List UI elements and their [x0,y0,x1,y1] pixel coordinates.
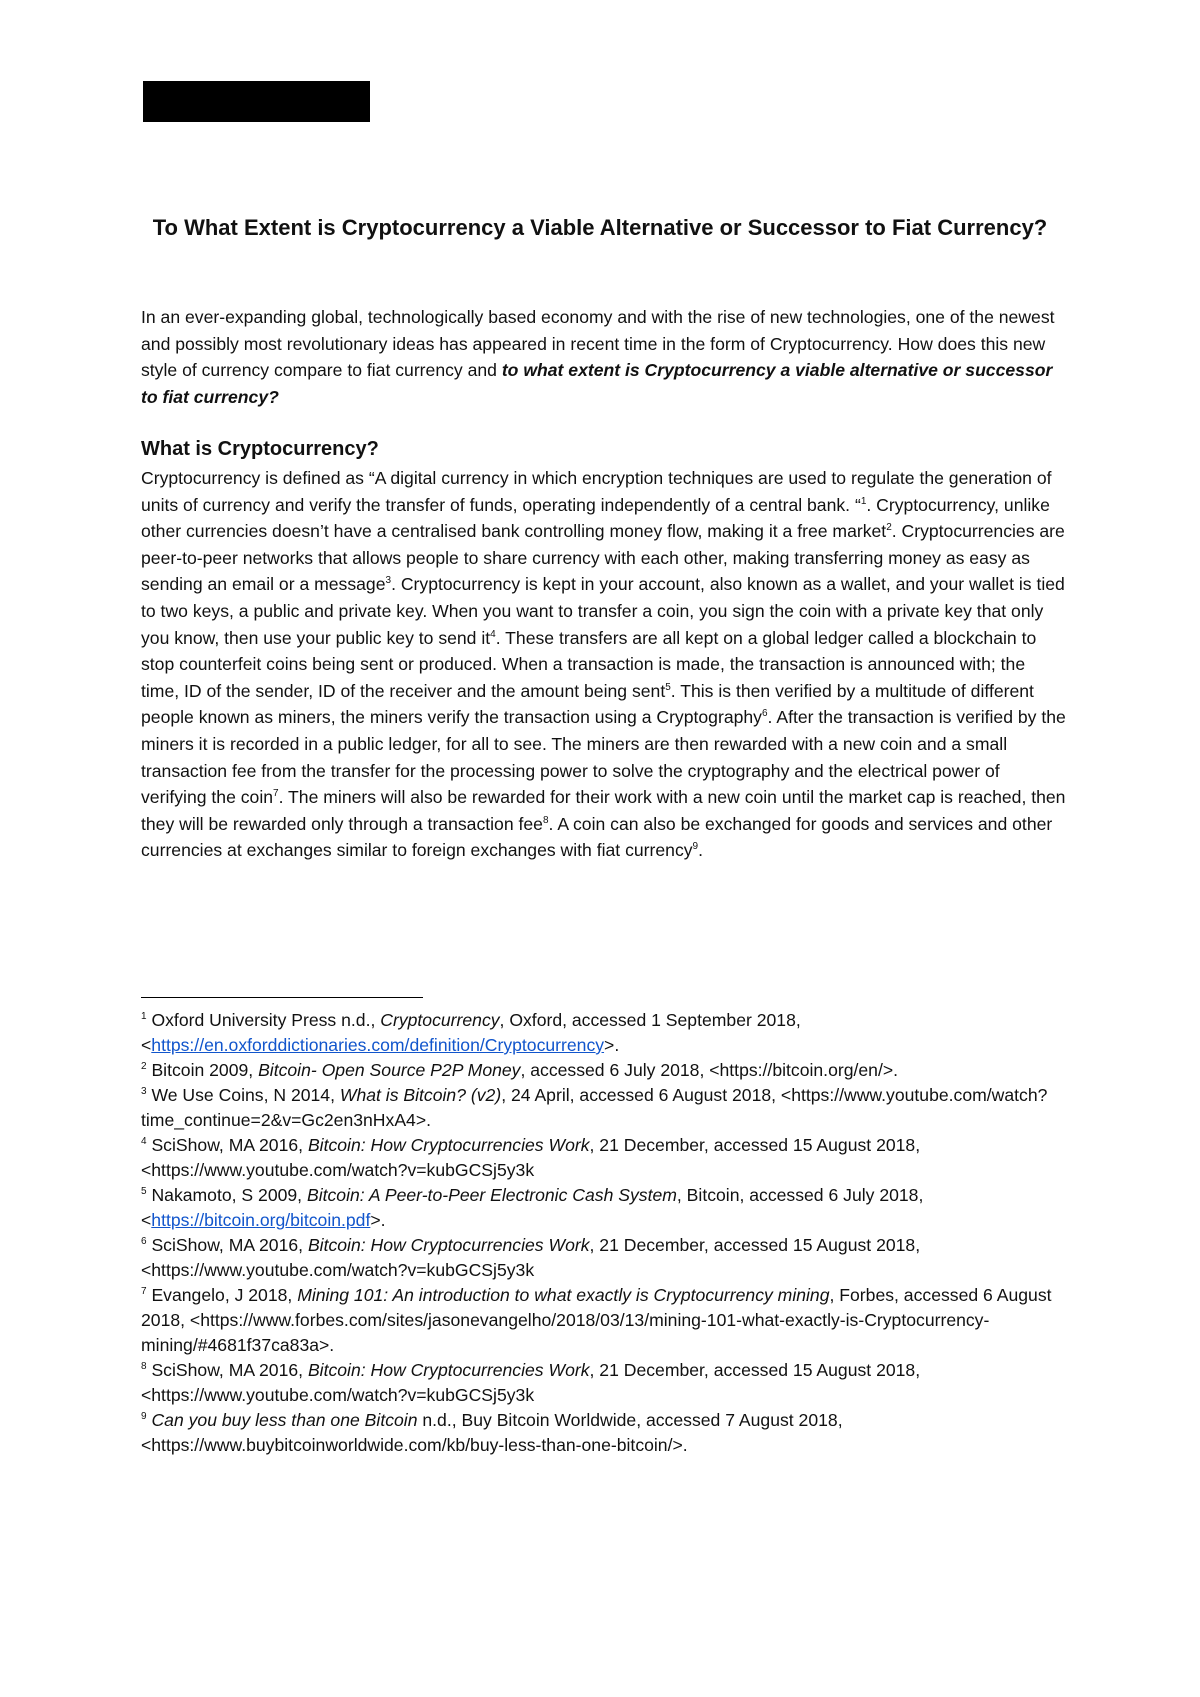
footnote-item [141,1233,1071,1283]
research-question: to what extent is Cryptocurrency a viable alternative or successor to fiat currency? [141,360,1053,407]
footnote-author: SciShow, MA 2016, [146,1235,308,1255]
footnote-number: 4 [141,1136,147,1148]
footnote-author: SciShow, MA 2016, [146,1360,308,1380]
footnote-ref: 5 [665,681,671,693]
footnote-author: Evangelo, J 2018, [146,1285,298,1305]
footnote-ref: 4 [490,628,496,640]
footnote-source-title: What is Bitcoin? (v2) [339,1085,502,1105]
footnote-details: , 21 December, accessed 15 August 2018, <https://www.youtube.com/watch?v=kubGCSj5y3k [141,1360,921,1405]
footnote-source-title: Mining 101: An introduction to what exactly is Cryptocurrency mining [297,1285,830,1305]
footnote-ref: 8 [542,814,549,826]
document-title: To What Extent is Cryptocurrency a Viable Alternative or Successor to Fiat Currency? [152,215,1048,240]
body-text: . These transfers are all kept on a global ledger called a blockchain to stop counterfeit coins being sent or produced. When a transaction is made, the transaction is announced with; the time, ID of the sender, ID of the receiver and the amount being sent [141,627,1037,701]
footnote-item [141,1133,1071,1183]
intro-paragraph [141,304,1066,410]
body-text: . Cryptocurrencies are peer-to-peer networks that allows people to share currency with each other, making transferring money as easy as sending an email or a message [141,521,1065,595]
footnote-item [141,1183,1071,1233]
footnote-ref: 2 [886,522,892,534]
body-paragraph [141,465,1066,864]
body-text: . This is then verified by a multitude of different people known as miners, the miners verify the transaction using a Cryptography [141,680,1034,728]
footnote-ref: 3 [385,575,392,587]
footnote-link[interactable]: https://en.oxforddictionaries.com/definition/Cryptocurrency [151,1035,605,1055]
footnote-tail: >. [370,1210,386,1230]
redacted-name-block [143,81,370,122]
body-text: . Cryptocurrency is kept in your account, also known as a wallet, and your wallet is tied to two keys, a public and private key. When you want to transfer a coin, you sign the coin with a private key that only you know, then use your public key to send it [141,574,1065,648]
footnote-author: We Use Coins, N 2014, [146,1085,340,1105]
footnote-ref: 1 [860,495,867,507]
footnote-source-title: Bitcoin: How Cryptocurrencies Work [307,1135,590,1155]
footnote-item [141,1408,1071,1458]
footnote-details: , 21 December, accessed 15 August 2018, <https://www.youtube.com/watch?v=kubGCSj5y3k [141,1235,921,1280]
body-text: . Cryptocurrency, unlike other currencies doesn’t have a centralised bank controlling money flow, making it a free market [141,494,1050,542]
footnote-item [141,1008,1071,1058]
footnote-source-title: Bitcoin: How Cryptocurrencies Work [307,1360,590,1380]
footnote-item [141,1083,1071,1133]
footnote-number: 9 [141,1411,147,1423]
section-heading: What is Cryptocurrency? [141,438,379,460]
body-text: Cryptocurrency is defined as “A digital currency in which encryption techniques are used to regulate the generation of units of currency and verify the transfer of funds, operating independently of a central bank. “ [141,468,1052,515]
body-text: . After the transaction is verified by the miners it is recorded in a public ledger, for all to see. The miners are then rewarded with a new coin and a small transaction fee from the transfer for the processing power to solve the cryptography and the electrical power of verifying the coin [141,707,1066,808]
footnote-source-title: Bitcoin: A Peer-to-Peer Electronic Cash System [306,1185,677,1205]
footnote-source-title: Bitcoin: How Cryptocurrencies Work [307,1235,590,1255]
footnote-number: 5 [141,1186,147,1198]
footnote-author: Nakamoto, S 2009, [146,1185,307,1205]
footnote-number: 7 [141,1286,147,1298]
footnote-author: SciShow, MA 2016, [146,1135,308,1155]
body-text: . [698,840,703,861]
footnote-tail: >. [604,1035,620,1055]
footnote-details: , accessed 6 July 2018, <https://bitcoin.org/en/>. [520,1060,899,1080]
footnote-details: , Oxford, accessed 1 September 2018, < [141,1010,801,1055]
footnote-details: , 21 December, accessed 15 August 2018, <https://www.youtube.com/watch?v=kubGCSj5y3k [141,1135,921,1180]
footnote-number: 3 [141,1086,147,1098]
body-text: . A coin can also be exchanged for goods and services and other currencies at exchanges similar to foreign exchanges with fiat currency [141,813,1053,861]
footnote-source-title: Cryptocurrency [380,1010,500,1030]
footnote-ref: 7 [273,788,279,800]
body-text: . The miners will also be rewarded for their work with a new coin until the market cap is reached, then they will be rewarded only through a transaction fee [141,787,1066,834]
footnote-details: , Bitcoin, accessed 6 July 2018, < [141,1185,924,1230]
footnote-item [141,1058,1071,1083]
footnote-source-title: Can you buy less than one Bitcoin [151,1410,418,1430]
footnote-author: Oxford University Press n.d., [146,1010,381,1030]
footnote-details: n.d., Buy Bitcoin Worldwide, accessed 7 August 2018, <https://www.buybitcoinworldwide.com/kb/buy-less-than-one-bitcoin/>. [141,1410,843,1455]
footnote-item [141,1358,1071,1408]
footnote-details: , 24 April, accessed 6 August 2018, <https://www.youtube.com/watch?time_continue=2&v=Gc2en3nHxA4>. [141,1085,1048,1130]
footnote-link[interactable]: https://bitcoin.org/bitcoin.pdf [151,1210,371,1230]
footnote-author: Bitcoin 2009, [146,1060,259,1080]
footnote-number: 2 [141,1061,147,1073]
footnote-details: , Forbes, accessed 6 August 2018, <https://www.forbes.com/sites/jasonevangelho/2018/03/13/mining-101-what-exactly-is-Cryptocurrency-mining/#4681f37ca83a>. [141,1285,1052,1355]
footnotes-list [141,1008,1071,1458]
intro-text: In an ever-expanding global, technologically based economy and with the rise of new technologies, one of the newest and possibly most revolutionary ideas has appeared in recent time in the form of Cryptocurrency. How does this new style of currency compare to fiat currency and [141,307,1055,381]
footnote-item [141,1283,1071,1358]
footnote-ref: 9 [692,841,699,853]
footnote-ref: 6 [761,708,768,720]
footnote-separator [141,997,423,998]
footnote-number: 6 [141,1236,147,1248]
footnote-source-title: Bitcoin- Open Source P2P Money [258,1060,521,1080]
footnote-number: 1 [141,1011,147,1023]
footnote-number: 8 [141,1361,147,1373]
